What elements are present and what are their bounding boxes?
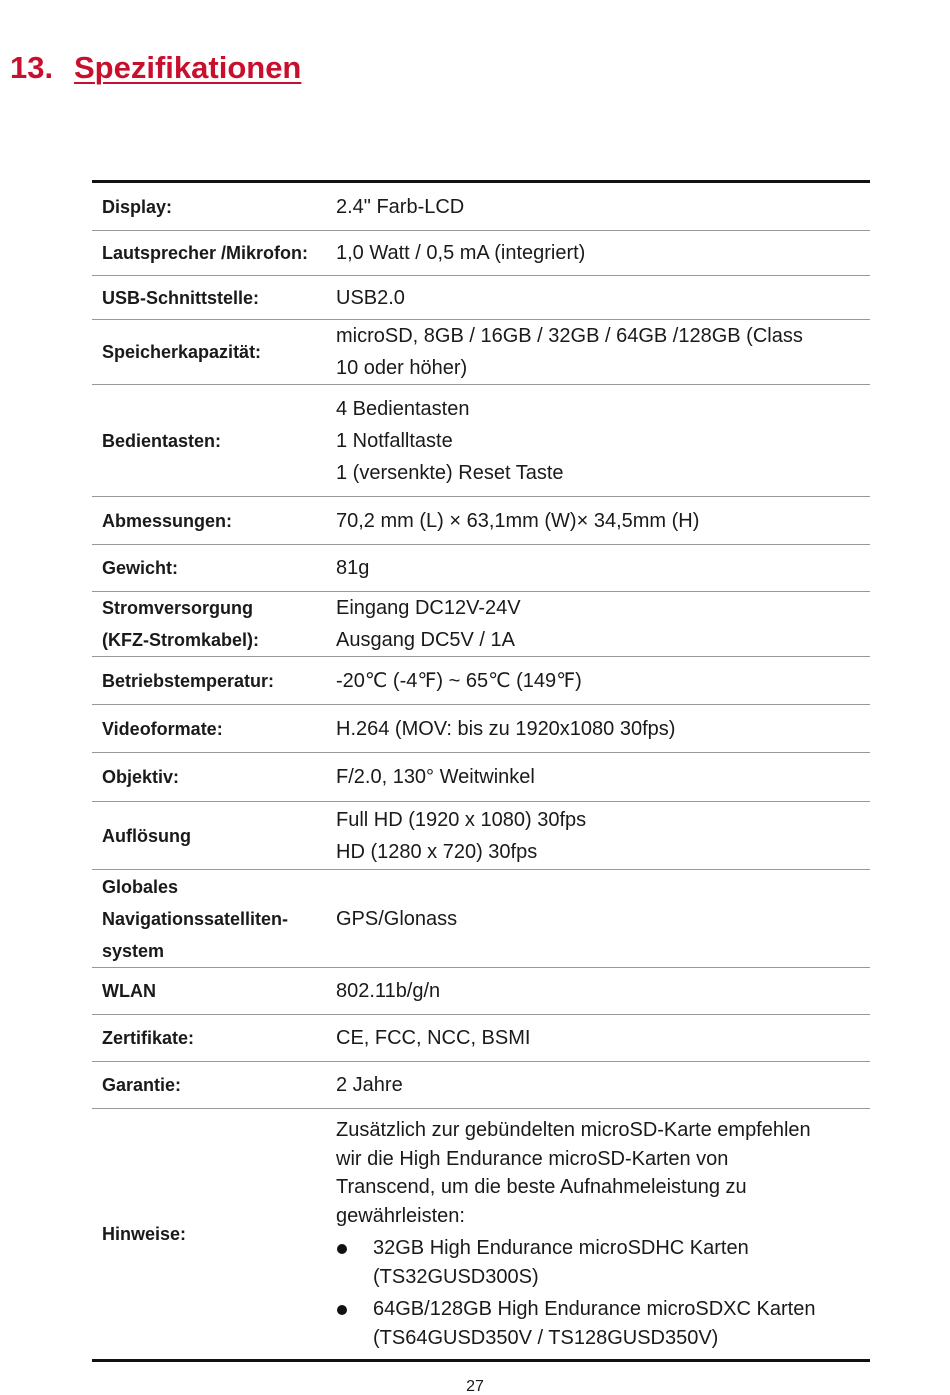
spec-label: Garantie: bbox=[102, 1075, 182, 1095]
spec-label: Speicherkapazität: bbox=[102, 342, 262, 362]
spec-value: 81g bbox=[336, 557, 370, 579]
spec-label: WLAN bbox=[102, 981, 156, 1001]
spec-row-temperature bbox=[92, 656, 870, 704]
spec-value: 802.11b/g/n bbox=[336, 980, 441, 1002]
spec-value: 2.4" Farb-LCD bbox=[336, 195, 465, 218]
specifications-table bbox=[92, 180, 870, 1362]
spec-row-dimensions bbox=[92, 496, 870, 544]
section-number: 13. bbox=[10, 50, 54, 85]
spec-label: Gewicht: bbox=[102, 558, 179, 578]
list-item: 32GB High Endurance microSDHC Karten (TS32GUSD300S) bbox=[336, 1234, 862, 1291]
spec-value: USB2.0 bbox=[336, 286, 405, 309]
spec-value: Full HD (1920 x 1080) 30fps HD (1280 x 720) 30fps bbox=[336, 808, 587, 863]
spec-row-notes bbox=[92, 1108, 870, 1359]
spec-row-warranty bbox=[92, 1061, 870, 1108]
spec-value: 2 Jahre bbox=[336, 1074, 403, 1096]
spec-label: Objektiv: bbox=[102, 767, 180, 787]
spec-row-buttons bbox=[92, 384, 870, 496]
bullet-dot-icon bbox=[337, 1305, 347, 1315]
spec-value: Eingang DC12V-24V Ausgang DC5V / 1A bbox=[336, 597, 521, 651]
spec-label: Globales Navigationssatelliten- system bbox=[102, 876, 289, 961]
list-item: 64GB/128GB High Endurance microSDXC Karten (TS64GUSD350V / TS128GUSD350V) bbox=[336, 1295, 862, 1352]
spec-value: H.264 (MOV: bis zu 1920x1080 30fps) bbox=[336, 717, 676, 740]
spec-value: 4 Bedientasten 1 Notfalltaste 1 (versenkte) Reset Taste bbox=[336, 397, 564, 484]
notes-content bbox=[336, 1116, 870, 1352]
spec-label: Zertifikate: bbox=[102, 1028, 195, 1048]
spec-row-usb bbox=[92, 275, 870, 319]
spec-value: GPS/Glonass bbox=[336, 907, 458, 930]
spec-value: CE, FCC, NCC, BSMI bbox=[336, 1027, 531, 1049]
page-number: 27 bbox=[466, 1378, 484, 1395]
spec-row-speaker bbox=[92, 230, 870, 275]
section-title: Spezifikationen bbox=[74, 50, 302, 85]
spec-label: Videoformate: bbox=[102, 718, 223, 739]
spec-label: USB-Schnittstelle: bbox=[102, 287, 260, 308]
spec-value: 70,2 mm (L) × 63,1mm (W)× 34,5mm (H) bbox=[336, 509, 700, 532]
spec-value: microSD, 8GB / 16GB / 32GB / 64GB /128GB (Class 10 oder höher) bbox=[336, 325, 803, 379]
spec-row-storage bbox=[92, 319, 870, 384]
section-heading bbox=[10, 50, 301, 86]
spec-label: Betriebstemperatur: bbox=[102, 670, 275, 691]
spec-row-certificates bbox=[92, 1014, 870, 1061]
spec-row-weight bbox=[92, 544, 870, 591]
recommendation-list bbox=[336, 1234, 862, 1352]
spec-row-wlan bbox=[92, 967, 870, 1014]
spec-row-power-supply bbox=[92, 591, 870, 656]
spec-value: 1,0 Watt / 0,5 mA (integriert) bbox=[336, 242, 586, 264]
spec-value: -20℃ (-4℉) ~ 65℃ (149℉) bbox=[336, 669, 582, 692]
spec-value: F/2.0, 130° Weitwinkel bbox=[336, 766, 535, 788]
spec-label: Lautsprecher /Mikrofon: bbox=[102, 243, 309, 263]
spec-label: Abmessungen: bbox=[102, 510, 233, 531]
spec-label: Display: bbox=[102, 196, 173, 217]
spec-label: Stromversorgung (KFZ-Stromkabel): bbox=[102, 598, 259, 650]
spec-label: Hinweise: bbox=[102, 1224, 187, 1244]
spec-row-resolution bbox=[92, 801, 870, 869]
spec-row-display bbox=[92, 183, 870, 230]
notes-intro: Zusätzlich zur gebündelten microSD-Karte empfehlen wir die High Endurance microSD-Karten von Transcend, um die beste Aufnahmeleistung zu gewährleisten: bbox=[336, 1119, 811, 1227]
spec-label: Bedientasten: bbox=[102, 430, 222, 451]
bullet-dot-icon bbox=[337, 1244, 347, 1254]
spec-label: Auflösung bbox=[102, 825, 191, 846]
spec-row-video-format bbox=[92, 704, 870, 752]
spec-row-lens bbox=[92, 752, 870, 801]
spec-row-gnss bbox=[92, 869, 870, 967]
